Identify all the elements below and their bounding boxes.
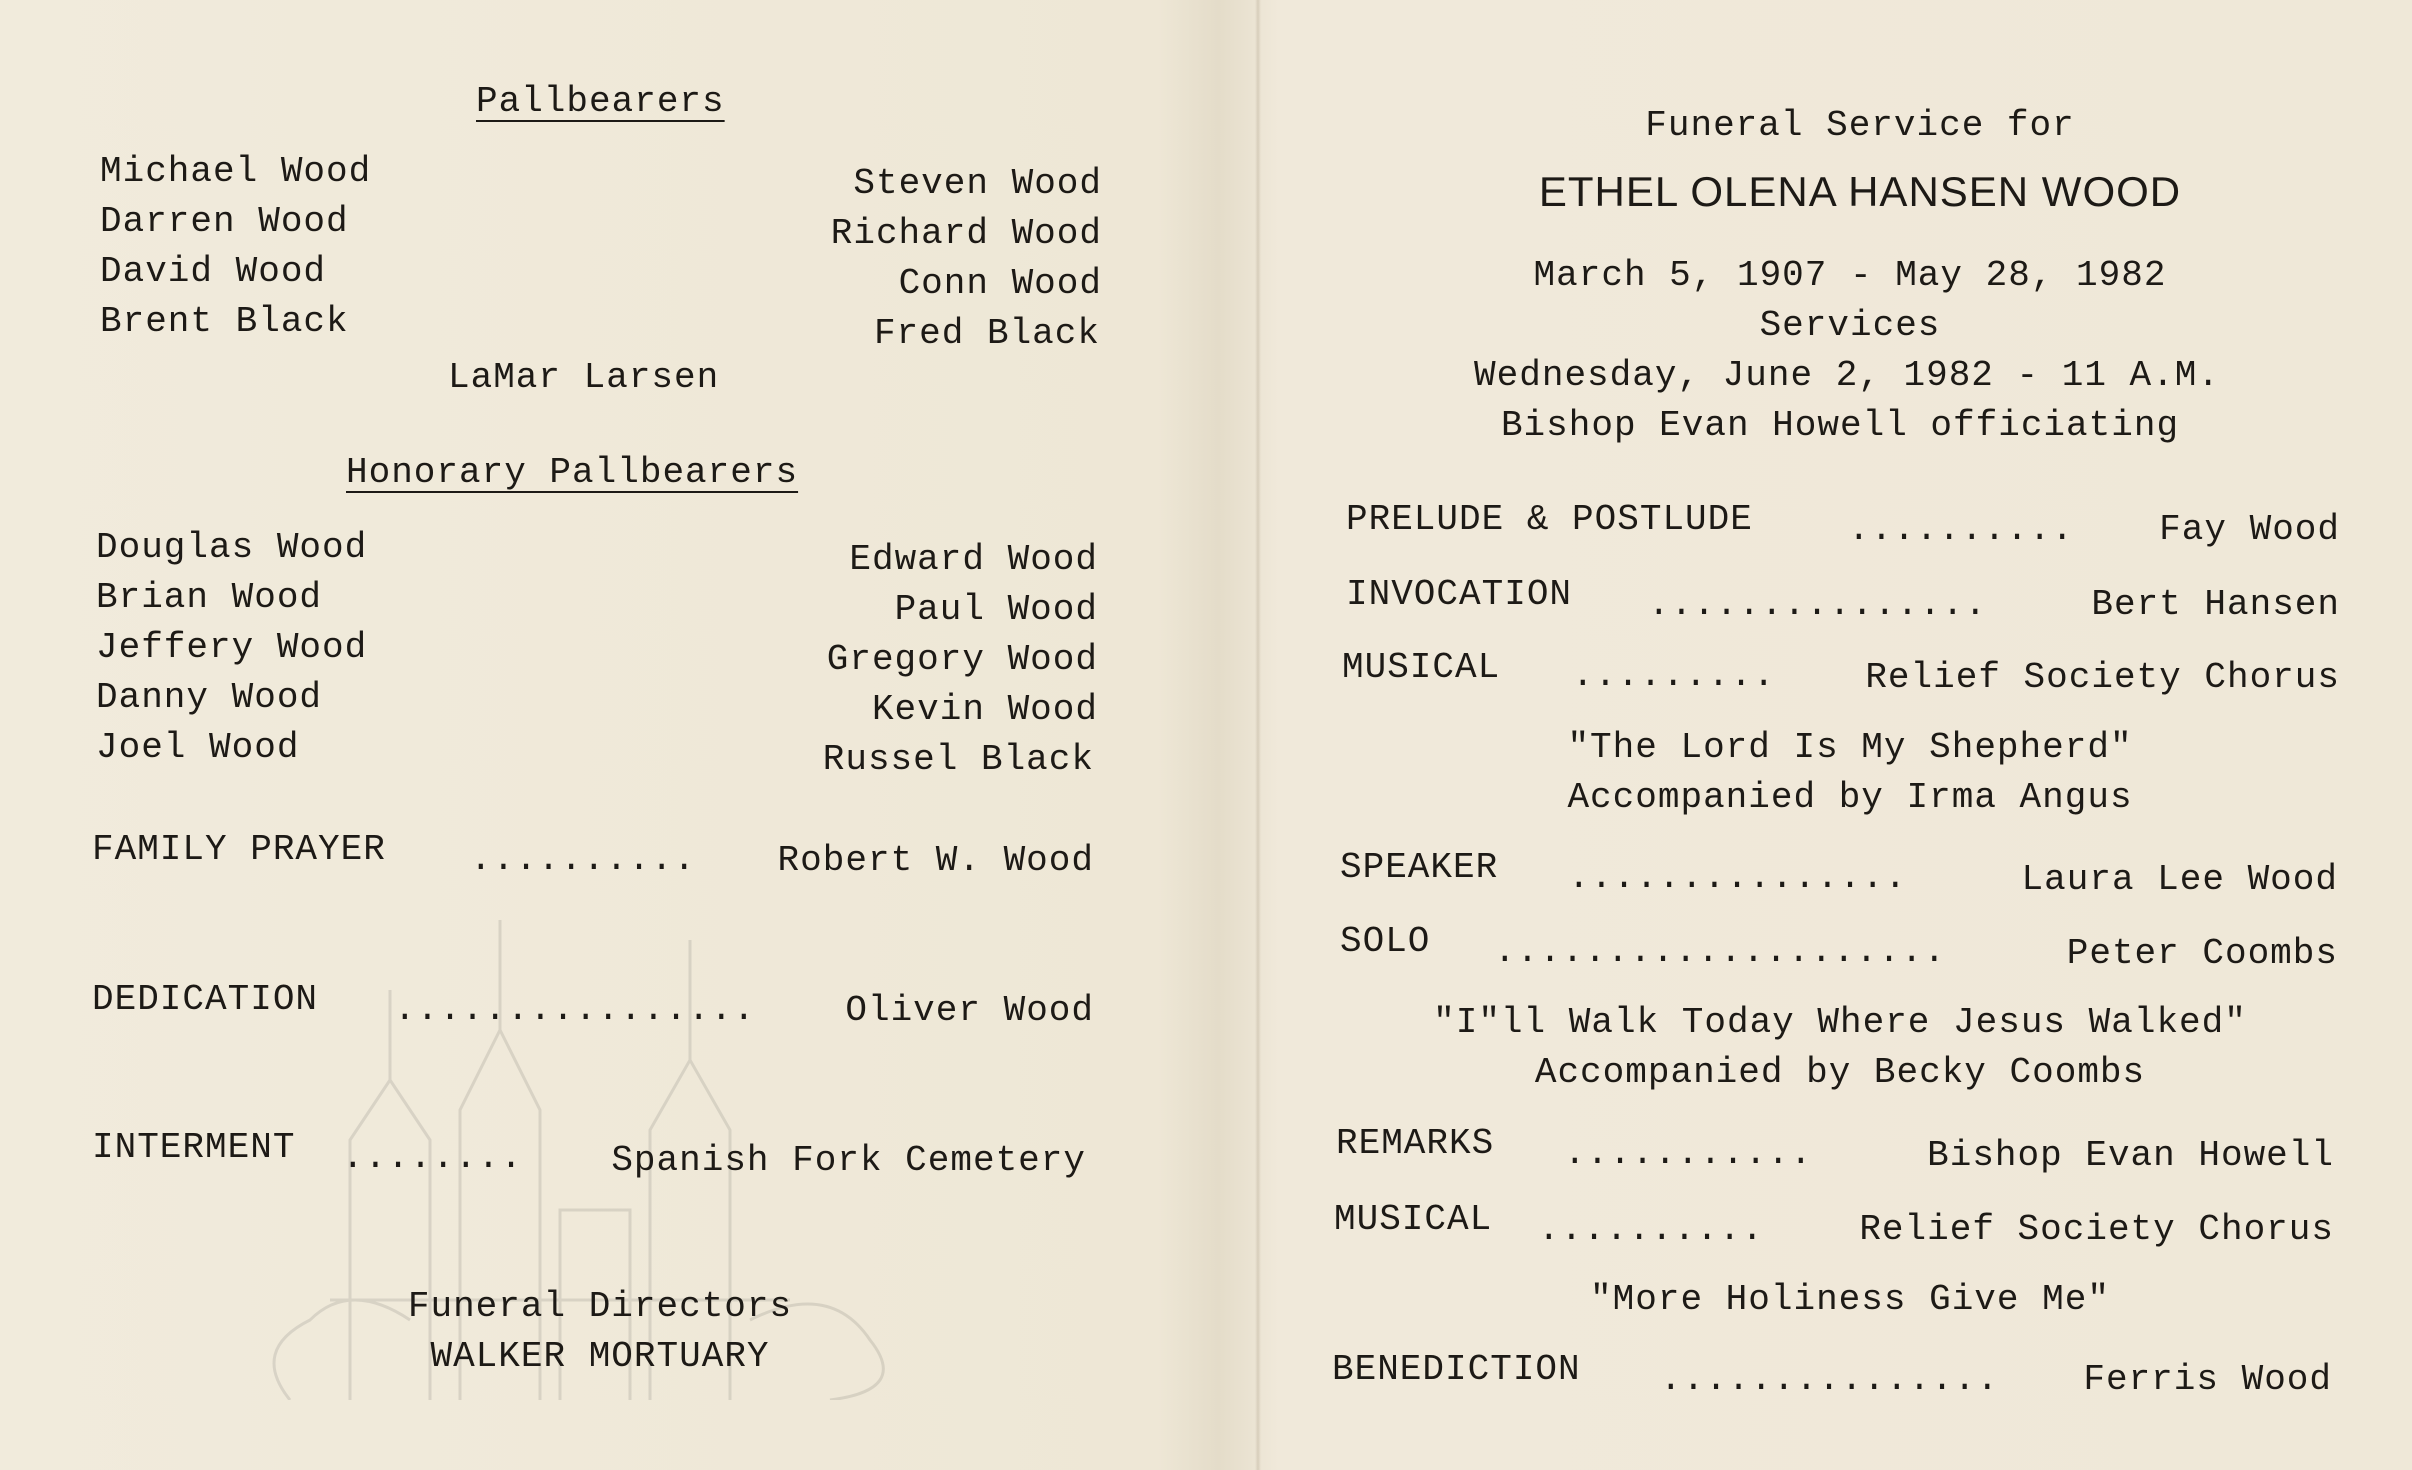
song-title: "More Holiness Give Me": [1590, 1279, 2110, 1320]
program-label-invocation: INVOCATION: [1346, 574, 1573, 615]
family-prayer-name: Robert W. Wood: [777, 840, 1094, 881]
interment-name: Spanish Fork Cemetery: [611, 1140, 1086, 1181]
pallbearer-name: Richard Wood: [830, 213, 1102, 254]
pallbearer-name: Fred Black: [873, 313, 1100, 354]
pallbearer-name: LaMar Larsen: [448, 357, 720, 398]
honorary-pallbearer-name: Joel Wood: [96, 727, 300, 768]
program-name-speaker: Laura Lee Wood: [2021, 859, 2338, 900]
song-title: "I"ll Walk Today Where Jesus Walked": [1433, 1002, 2247, 1043]
pallbearer-name: Steven Wood: [853, 163, 1102, 204]
honorary-pallbearer-name: Danny Wood: [96, 677, 323, 718]
dedication-name: Oliver Wood: [845, 990, 1094, 1031]
life-dates: March 5, 1907 - May 28, 1982: [1533, 255, 2167, 296]
honorary-pallbearer-name: Brian Wood: [96, 577, 323, 618]
intro-line: Funeral Service for: [1645, 105, 2075, 146]
program-name-solo: Peter Coombs: [2066, 933, 2338, 974]
leader-dots: ...............: [1660, 1359, 2000, 1400]
honorary-pallbearer-name: Russel Black: [822, 739, 1094, 780]
family-prayer-label: FAMILY PRAYER: [92, 829, 386, 870]
pallbearer-name: Conn Wood: [898, 263, 1102, 304]
program-label-prelude: PRELUDE & POSTLUDE: [1346, 499, 1753, 540]
song-title: "The Lord Is My Shepherd": [1567, 727, 2133, 768]
leader-dots: ....................: [1494, 931, 1947, 972]
pallbearer-name: David Wood: [100, 251, 327, 292]
program-label-speaker: SPEAKER: [1340, 847, 1499, 888]
program-name-prelude: Fay Wood: [2159, 509, 2340, 550]
pallbearer-name: Michael Wood: [100, 151, 372, 192]
officiating-line: Bishop Evan Howell officiating: [1500, 405, 2180, 446]
pallbearers-heading: Pallbearers: [476, 81, 725, 122]
program-label-remarks: REMARKS: [1336, 1123, 1495, 1164]
honorary-pallbearers-heading: Honorary Pallbearers: [346, 452, 799, 493]
program-name-benediction: Ferris Wood: [2083, 1359, 2332, 1400]
accompanist-line: Accompanied by Becky Coombs: [1534, 1052, 2146, 1093]
honorary-pallbearer-name: Gregory Wood: [826, 639, 1098, 680]
program-name-musical-2: Relief Society Chorus: [1859, 1209, 2334, 1250]
leader-dots: ................: [394, 989, 756, 1030]
program-name-musical: Relief Society Chorus: [1865, 657, 2340, 698]
pallbearer-name: Darren Wood: [100, 201, 349, 242]
honorary-pallbearer-name: Douglas Wood: [96, 527, 368, 568]
mortuary-name: WALKER MORTUARY: [430, 1336, 770, 1377]
leader-dots: ..........: [1538, 1209, 1765, 1250]
leader-dots: .........: [1572, 655, 1776, 696]
leader-dots: ........: [342, 1137, 523, 1178]
leader-dots: ..........: [1848, 509, 2075, 550]
leader-dots: ...............: [1568, 857, 1908, 898]
program-label-benediction: BENEDICTION: [1332, 1349, 1581, 1390]
interment-label: INTERMENT: [92, 1127, 296, 1168]
honorary-pallbearer-name: Edward Wood: [849, 539, 1098, 580]
program-name-invocation: Bert Hansen: [2091, 584, 2340, 625]
deceased-name: ETHEL OLENA HANSEN WOOD: [1538, 168, 2182, 215]
program-label-musical: MUSICAL: [1342, 647, 1501, 688]
dedication-label: DEDICATION: [92, 979, 319, 1020]
pallbearer-name: Brent Black: [100, 301, 349, 342]
honorary-pallbearer-name: Paul Wood: [894, 589, 1098, 630]
center-fold: [1255, 0, 1261, 1470]
program-label-solo: SOLO: [1340, 921, 1431, 962]
leader-dots: ...............: [1648, 584, 1988, 625]
service-time: Wednesday, June 2, 1982 - 11 A.M.: [1474, 355, 2220, 396]
program-label-musical-2: MUSICAL: [1334, 1199, 1493, 1240]
honorary-pallbearer-name: Kevin Wood: [871, 689, 1098, 730]
leader-dots: ..........: [470, 839, 697, 880]
leader-dots: ...........: [1564, 1133, 1813, 1174]
services-label: Services: [1759, 305, 1941, 346]
honorary-pallbearer-name: Jeffery Wood: [96, 627, 368, 668]
funeral-directors-label: Funeral Directors: [407, 1286, 793, 1327]
program-name-remarks: Bishop Evan Howell: [1927, 1135, 2334, 1176]
accompanist-line: Accompanied by Irma Angus: [1567, 777, 2133, 818]
